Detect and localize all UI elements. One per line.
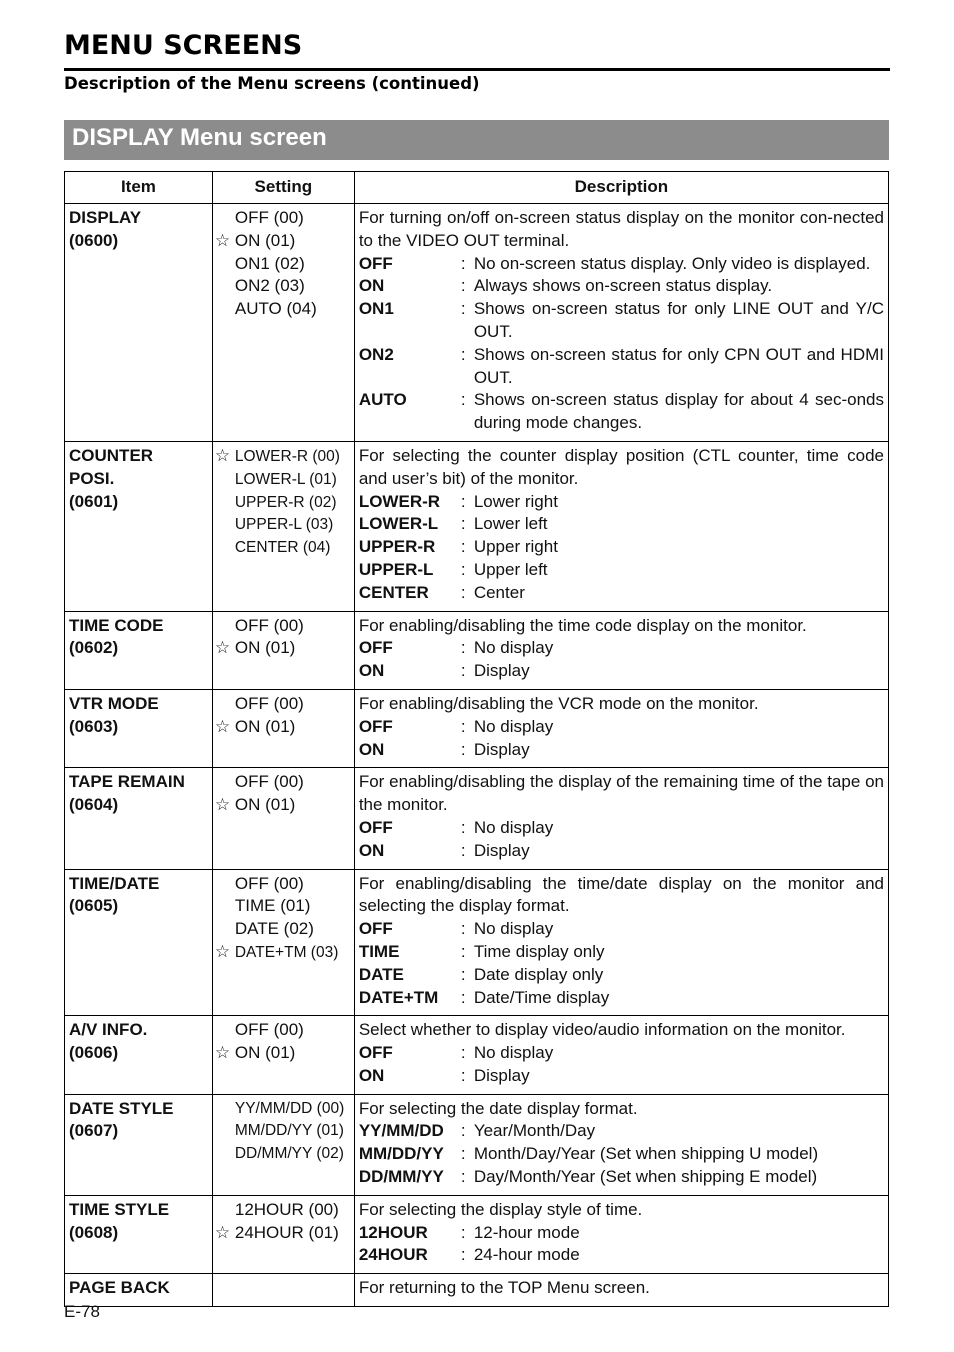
setting-label: ON1 (02) [234, 253, 305, 273]
definition-separator: : [460, 987, 466, 1007]
definition-value: Date display only [473, 964, 604, 984]
setting-option [215, 1222, 352, 1245]
definition-value: Lower right [473, 491, 558, 511]
setting-label: DD/MM/YY (02) [234, 1145, 344, 1163]
setting-option [215, 230, 352, 253]
setting-cell [212, 689, 354, 767]
setting-cell [212, 768, 354, 869]
definition-item [359, 559, 884, 582]
table-row [65, 204, 889, 442]
definition-value: Shows on-screen status display for about 4 sec-onds during mode changes. [473, 390, 884, 433]
definition-key: LOWER-L [358, 514, 439, 534]
item-label: (0600) [69, 230, 119, 250]
item-label: (0603) [69, 716, 119, 736]
definition-separator: : [460, 716, 466, 736]
definition-item [359, 1143, 884, 1166]
definition-separator: : [460, 840, 466, 860]
description-cell [354, 869, 888, 1016]
definition-key: AUTO [358, 390, 407, 410]
definition-item [359, 817, 884, 840]
description-text: For enabling/disabling the time code display on the monitor. [358, 615, 807, 635]
definition-key: OFF [358, 638, 393, 658]
setting-option [215, 794, 352, 817]
table-row [65, 768, 889, 869]
item-label: (0604) [69, 795, 119, 815]
setting-cell [212, 1016, 354, 1094]
table-row [65, 1274, 889, 1307]
definition-item [359, 389, 884, 435]
description-text: For enabling/disabling the display of the remaining time of the tape on the monitor. [358, 772, 884, 815]
setting-option [215, 469, 352, 492]
setting-option [215, 771, 352, 794]
definition-value: Always shows on-screen status display. [473, 276, 773, 296]
setting-label: ON (01) [234, 1043, 296, 1063]
setting-cell [212, 204, 354, 442]
definition-item [359, 275, 884, 298]
setting-option [215, 941, 352, 965]
setting-label: ON (01) [234, 638, 296, 658]
setting-option [215, 873, 352, 896]
item-label: (0606) [69, 1043, 119, 1063]
definition-key: 24HOUR [358, 1245, 428, 1265]
definition-value: Shows on-screen status for only CPN OUT and HDMI OUT. [473, 344, 884, 387]
table-row [65, 689, 889, 767]
column-header-item: Item [65, 172, 213, 204]
setting-label: OFF (00) [234, 772, 304, 792]
description-cell [354, 1195, 888, 1273]
item-label: TIME/DATE [69, 873, 160, 893]
definition-separator: : [460, 491, 466, 511]
definition-separator: : [460, 559, 466, 579]
definition-item [359, 1222, 884, 1245]
definition-separator: : [460, 344, 466, 364]
setting-label: ON (01) [234, 716, 296, 736]
setting-option [215, 1019, 352, 1042]
default-star-icon: ☆ [214, 1222, 231, 1243]
definition-item [359, 582, 884, 605]
definition-separator: : [460, 817, 466, 837]
definition-key: 12HOUR [358, 1222, 428, 1242]
definition-value: No display [473, 716, 554, 736]
definition-item [359, 918, 884, 941]
setting-label: ON2 (03) [234, 276, 305, 296]
setting-cell [212, 1195, 354, 1273]
definition-key: TIME [358, 941, 400, 961]
definition-item [359, 513, 884, 536]
setting-label: YY/MM/DD (00) [234, 1099, 345, 1117]
definition-key: ON [358, 276, 385, 296]
definition-value: Display [473, 840, 530, 860]
setting-label: OFF (00) [234, 873, 304, 893]
page-title: MENU SCREENS [64, 30, 303, 61]
setting-label: TIME (01) [234, 896, 311, 916]
setting-label: 24HOUR (01) [234, 1222, 339, 1242]
definition-value: Display [473, 1065, 530, 1085]
setting-label: DATE (02) [234, 919, 314, 939]
definition-separator: : [460, 1167, 466, 1187]
item-label: (0601) [69, 491, 119, 511]
definition-key: DD/MM/YY [358, 1167, 444, 1187]
setting-label: UPPER-L (03) [234, 516, 334, 534]
setting-label: AUTO (04) [234, 299, 317, 319]
setting-option [215, 1098, 352, 1121]
description-text: For selecting the counter display position (CTL counter, time code and user’s bit) of the monitor. [358, 445, 884, 488]
setting-option [215, 207, 352, 230]
definition-key: OFF [358, 919, 393, 939]
description-cell [354, 1016, 888, 1094]
definition-item [359, 637, 884, 660]
definition-key: DATE [358, 964, 404, 984]
definition-key: DATE+TM [358, 987, 439, 1007]
description-text: For selecting the display style of time. [358, 1199, 643, 1219]
setting-label: 12HOUR (00) [234, 1199, 339, 1219]
description-text: For enabling/disabling the time/date display on the monitor and selecting the display format. [358, 873, 884, 916]
definition-value: Date/Time display [473, 987, 610, 1007]
default-star-icon: ☆ [214, 716, 231, 737]
setting-option [215, 1199, 352, 1222]
definition-value: Upper right [473, 537, 558, 557]
item-label: (0608) [69, 1222, 119, 1242]
definition-separator: : [460, 638, 466, 658]
item-cell [65, 768, 213, 869]
table-row [65, 869, 889, 1016]
definition-value: Display [473, 739, 530, 759]
table-row [65, 1094, 889, 1195]
definition-key: ON [358, 661, 385, 681]
definition-value: No display [473, 1043, 554, 1063]
item-label: PAGE BACK [69, 1278, 170, 1298]
definition-separator: : [460, 1144, 466, 1164]
definition-separator: : [460, 941, 466, 961]
table-body [65, 204, 889, 1307]
definition-separator: : [460, 253, 466, 273]
definition-item [359, 253, 884, 276]
item-cell [65, 1195, 213, 1273]
setting-cell [212, 869, 354, 1016]
definition-value: Month/Day/Year (Set when shipping U model) [473, 1144, 819, 1164]
description-text: Select whether to display video/audio information on the monitor. [358, 1020, 846, 1040]
item-label: (0602) [69, 638, 119, 658]
definition-separator: : [460, 537, 466, 557]
title-rule [64, 68, 890, 71]
item-label: (0605) [69, 896, 119, 916]
definition-item [359, 536, 884, 559]
setting-label: OFF (00) [234, 615, 304, 635]
table-row [65, 441, 889, 611]
definition-key: MM/DD/YY [358, 1144, 444, 1164]
definition-item [359, 298, 884, 344]
definition-value: No on-screen status display. Only video is displayed. [473, 253, 871, 273]
column-header-description: Description [354, 172, 888, 204]
definition-value: Lower left [473, 514, 548, 534]
definition-separator: : [460, 299, 466, 319]
setting-label: CENTER (04) [234, 539, 331, 557]
item-label: TIME STYLE [69, 1199, 170, 1219]
definition-separator: : [460, 390, 466, 410]
setting-label: OFF (00) [234, 208, 304, 227]
setting-option [215, 253, 352, 276]
setting-label: MM/DD/YY (01) [234, 1122, 344, 1140]
item-label: TAPE REMAIN [69, 772, 185, 792]
definition-separator: : [460, 661, 466, 681]
definition-separator: : [460, 582, 466, 602]
setting-label: LOWER-L (01) [234, 470, 337, 488]
definition-value: No display [473, 919, 554, 939]
definition-key: UPPER-R [358, 537, 436, 557]
definition-key: OFF [358, 253, 393, 273]
definition-value: 24-hour mode [473, 1245, 580, 1265]
default-star-icon: ☆ [214, 230, 231, 251]
description-cell [354, 1274, 888, 1307]
definition-key: ON [358, 840, 385, 860]
definition-item [359, 1244, 884, 1267]
definition-separator: : [460, 919, 466, 939]
definition-item [359, 491, 884, 514]
item-cell [65, 204, 213, 442]
definition-separator: : [460, 1043, 466, 1063]
setting-option [215, 514, 352, 537]
definition-item [359, 1065, 884, 1088]
definition-separator: : [460, 1222, 466, 1242]
definition-separator: : [460, 514, 466, 534]
setting-cell [212, 611, 354, 689]
setting-label: ON (01) [234, 230, 296, 250]
setting-option [215, 918, 352, 941]
definition-value: Year/Month/Day [473, 1121, 596, 1141]
description-cell [354, 611, 888, 689]
setting-option [215, 716, 352, 739]
item-cell [65, 1094, 213, 1195]
setting-cell [212, 1094, 354, 1195]
definition-key: CENTER [358, 582, 429, 602]
description-text: For returning to the TOP Menu screen. [358, 1278, 650, 1298]
setting-cell [212, 1274, 354, 1307]
definition-item [359, 1166, 884, 1189]
definition-value: Center [473, 582, 525, 602]
item-label: DATE STYLE [69, 1098, 174, 1118]
setting-option [215, 1120, 352, 1143]
setting-label: OFF (00) [234, 693, 304, 713]
definition-separator: : [460, 964, 466, 984]
description-text: For turning on/off on-screen status display on the monitor con-nected to the VIDEO OUT terminal. [358, 208, 884, 250]
setting-label: UPPER-R (02) [234, 493, 337, 511]
definition-item [359, 716, 884, 739]
item-label: (0607) [69, 1121, 119, 1141]
setting-label: LOWER-R (00) [234, 447, 340, 465]
description-cell [354, 689, 888, 767]
definition-key: ON [358, 1065, 385, 1085]
description-cell [354, 1094, 888, 1195]
definition-value: Day/Month/Year (Set when shipping E model) [473, 1167, 818, 1187]
display-menu-table [64, 171, 889, 1307]
default-star-icon: ☆ [214, 1043, 231, 1064]
definition-value: Display [473, 661, 530, 681]
definition-value: No display [473, 817, 554, 837]
definition-item [359, 964, 884, 987]
setting-option [215, 537, 352, 560]
setting-option [215, 492, 352, 515]
column-header-setting: Setting [212, 172, 354, 204]
item-cell [65, 441, 213, 611]
definition-key: ON2 [358, 344, 394, 364]
setting-option [215, 693, 352, 716]
definition-key: ON1 [358, 299, 394, 319]
item-cell [65, 1016, 213, 1094]
section-heading: DISPLAY Menu screen [64, 120, 889, 160]
definition-separator: : [460, 739, 466, 759]
setting-option [215, 637, 352, 660]
definition-key: OFF [358, 1043, 393, 1063]
definition-value: Time display only [473, 941, 605, 961]
definition-item [359, 1042, 884, 1065]
setting-option [215, 615, 352, 638]
setting-option [215, 1042, 352, 1065]
table-row [65, 1195, 889, 1273]
definition-item [359, 840, 884, 863]
description-text: For enabling/disabling the VCR mode on the monitor. [358, 693, 759, 713]
default-star-icon: ☆ [214, 638, 231, 659]
definition-item [359, 739, 884, 762]
setting-option [215, 298, 352, 321]
item-cell [65, 689, 213, 767]
definition-item [359, 941, 884, 964]
definition-separator: : [460, 1121, 466, 1141]
setting-option [215, 275, 352, 298]
page-number: E-78 [64, 1302, 100, 1321]
setting-option [215, 1143, 352, 1166]
default-star-icon: ☆ [214, 445, 231, 466]
page-subtitle: Description of the Menu screens (continued) [64, 74, 480, 93]
definition-key: LOWER-R [358, 491, 441, 511]
description-cell [354, 768, 888, 869]
item-label: TIME CODE [69, 615, 164, 635]
definition-value: 12-hour mode [473, 1222, 580, 1242]
definition-key: OFF [358, 716, 393, 736]
item-label: VTR MODE [69, 693, 159, 713]
setting-label: ON (01) [234, 795, 296, 815]
definition-separator: : [460, 1065, 466, 1085]
definition-item [359, 987, 884, 1010]
definition-item [359, 1120, 884, 1143]
item-label: DISPLAY [69, 208, 142, 227]
definition-item [359, 660, 884, 683]
definition-key: UPPER-L [358, 559, 434, 579]
description-cell [354, 441, 888, 611]
definition-separator: : [460, 276, 466, 296]
definition-value: Upper left [473, 559, 548, 579]
setting-option [215, 445, 352, 469]
setting-label: DATE+TM (03) [234, 943, 339, 961]
definition-item [359, 344, 884, 390]
definition-key: ON [358, 739, 385, 759]
description-cell [354, 204, 888, 442]
table-row [65, 1016, 889, 1094]
setting-cell [212, 441, 354, 611]
item-cell [65, 611, 213, 689]
setting-label: OFF (00) [234, 1020, 304, 1040]
definition-separator: : [460, 1245, 466, 1265]
description-text: For selecting the date display format. [358, 1098, 638, 1118]
definition-key: YY/MM/DD [358, 1121, 444, 1141]
item-label: A/V INFO. [69, 1020, 148, 1040]
table-header-row [65, 172, 889, 204]
item-label: COUNTER [69, 445, 154, 465]
default-star-icon: ☆ [214, 795, 231, 816]
default-star-icon: ☆ [214, 941, 231, 962]
table-row [65, 611, 889, 689]
definition-key: OFF [358, 817, 393, 837]
item-label: POSI. [69, 468, 115, 488]
definition-value: No display [473, 638, 554, 658]
setting-option [215, 895, 352, 918]
definition-value: Shows on-screen status for only LINE OUT and Y/C OUT. [473, 299, 884, 341]
item-cell [65, 869, 213, 1016]
